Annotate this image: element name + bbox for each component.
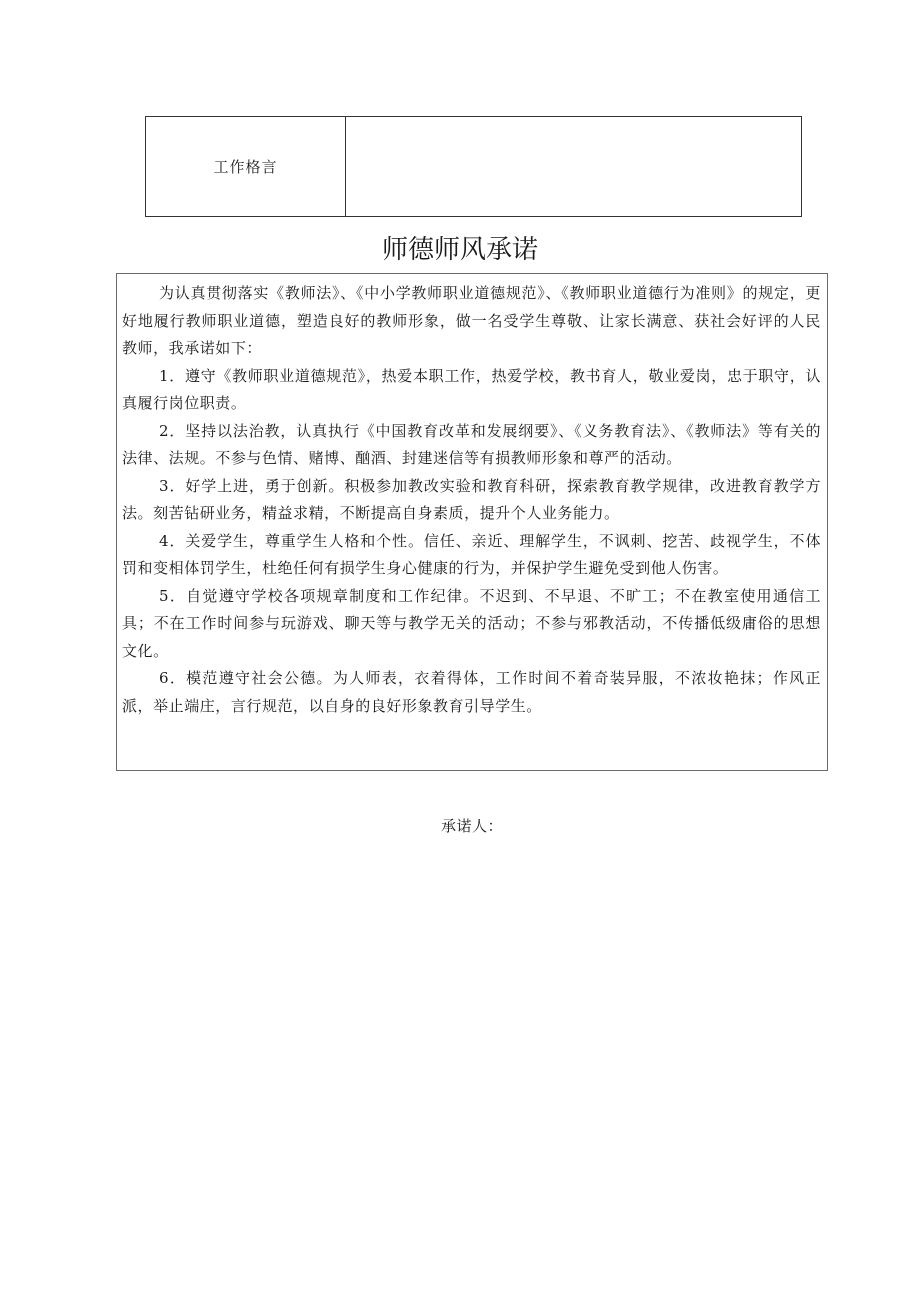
- pledge-item-2: 2．坚持以法治教，认真执行《中国教育改革和发展纲要》、《义务教育法》、《教师法》等有关的法律、法规。不参与色情、赌博、酗酒、封建迷信等有损教师形象和尊严的活动。: [122, 421, 821, 467]
- page-title: 师德师风承诺: [381, 235, 538, 265]
- pledge-intro: 为认真贯彻落实《教师法》、《中小学教师职业道德规范》、《教师职业道德行为准则》的规定，更好地履行教师职业道德，塑造良好的教师形象，做一名受学生尊敬、让家长满意、获社会好评的人民教师，我承诺如下：: [122, 284, 821, 357]
- motto-value-field[interactable]: [346, 117, 802, 217]
- pledge-item-1: 1．遵守《教师职业道德规范》，热爱本职工作，热爱学校，教书育人，敬业爱岗，忠于职守，认真履行岗位职责。: [122, 366, 821, 412]
- pledge-item-4: 4．关爱学生，尊重学生人格和个性。信任、亲近、理解学生，不讽刺、挖苦、歧视学生，不体罚和变相体罚学生，杜绝任何有损学生身心健康的行为，并保护学生避免受到他人伤害。: [122, 531, 821, 577]
- pledge-item-6: 6．模范遵守社会公德。为人师表，衣着得体，工作时间不着奇装异服，不浓妆艳抹；作风正派，举止端庄，言行规范，以自身的良好形象教育引导学生。: [122, 669, 821, 715]
- motto-label: 工作格言: [146, 117, 346, 217]
- motto-row: [146, 117, 802, 217]
- pledge-item-3: 3．好学上进，勇于创新。积极参加教改实验和教育科研，探索教育教学规律，改进教育教学方法。刻苦钻研业务，精益求精，不断提高自身素质，提升个人业务能力。: [122, 476, 821, 522]
- signer-label: 承诺人：: [441, 817, 504, 835]
- pledge-text-box: [116, 273, 828, 771]
- motto-table: [145, 116, 802, 217]
- pledge-item-5: 5．自觉遵守学校各项规章制度和工作纪律。不迟到、不早退、不旷工；不在教室使用通信工具；不在工作时间参与玩游戏、聊天等与教学无关的活动；不参与邪教活动，不传播低级庸俗的思想文化。: [122, 586, 821, 660]
